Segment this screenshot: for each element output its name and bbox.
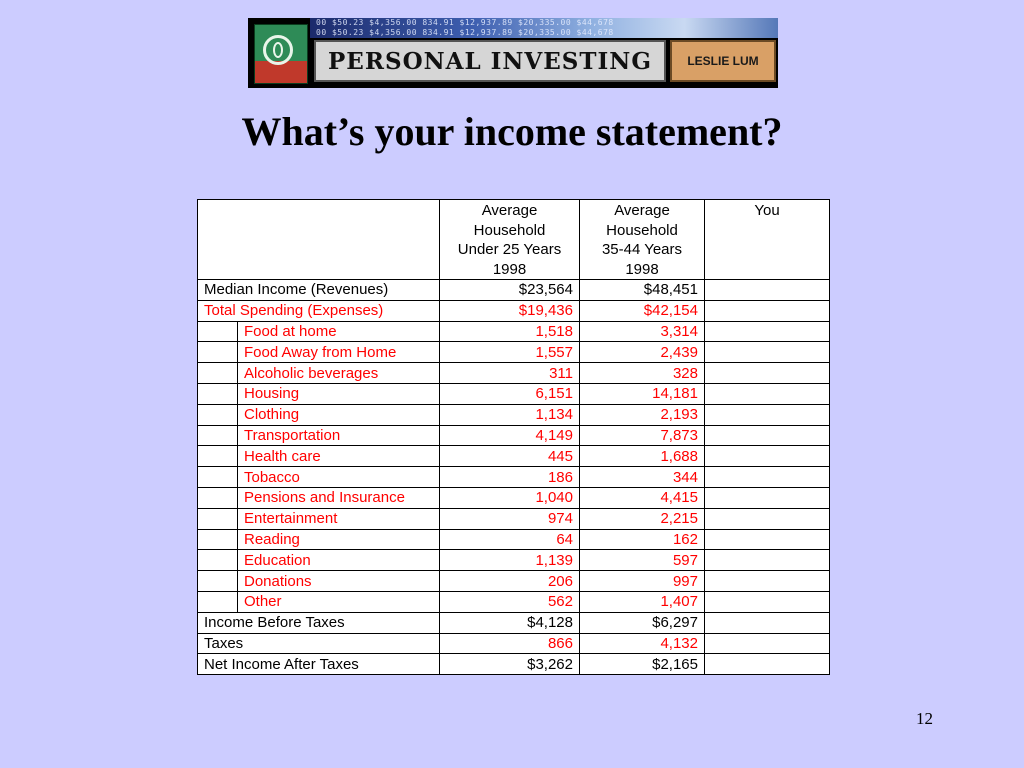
value-35-44: 344 (580, 467, 705, 488)
value-35-44: $2,165 (580, 654, 705, 675)
indent-cell (198, 363, 238, 384)
table-header-row (198, 200, 830, 280)
row-label: Total Spending (Expenses) (198, 300, 440, 321)
indent-cell (198, 508, 238, 529)
value-under-25: 562 (440, 591, 580, 612)
value-you (705, 321, 830, 342)
row-label: Net Income After Taxes (198, 654, 440, 675)
row-label: Transportation (238, 425, 440, 446)
value-35-44: 4,415 (580, 487, 705, 508)
table-row (198, 571, 830, 592)
table-row (198, 487, 830, 508)
value-35-44: 7,873 (580, 425, 705, 446)
ticker-line: 00 $50.23 $4,356.00 834.91 $12,937.89 $20,335.00 $44,678 (316, 28, 614, 37)
banner-author-name: LESLIE LUM (670, 40, 776, 82)
table-row (198, 342, 830, 363)
row-label: Housing (238, 383, 440, 404)
value-you (705, 487, 830, 508)
value-under-25: 311 (440, 363, 580, 384)
table-row (198, 654, 830, 675)
value-35-44: 2,193 (580, 404, 705, 425)
value-under-25: 6,151 (440, 383, 580, 404)
value-under-25: 1,134 (440, 404, 580, 425)
ticker-line: 00 $50.23 $4,356.00 834.91 $12,937.89 $20,335.00 $44,678 (316, 18, 614, 27)
table-row (198, 446, 830, 467)
row-label: Pensions and Insurance (238, 487, 440, 508)
value-under-25: 64 (440, 529, 580, 550)
value-you (705, 633, 830, 654)
row-label: Food Away from Home (238, 342, 440, 363)
row-label: Donations (238, 571, 440, 592)
value-you (705, 446, 830, 467)
row-label: Taxes (198, 633, 440, 654)
value-you (705, 404, 830, 425)
indent-cell (198, 404, 238, 425)
header-banner (248, 18, 778, 88)
row-label: Median Income (Revenues) (198, 280, 440, 301)
row-label: Clothing (238, 404, 440, 425)
value-under-25: 974 (440, 508, 580, 529)
indent-cell (198, 550, 238, 571)
value-under-25: $3,262 (440, 654, 580, 675)
value-35-44: $6,297 (580, 612, 705, 633)
value-under-25: 866 (440, 633, 580, 654)
value-35-44: 597 (580, 550, 705, 571)
table-row (198, 300, 830, 321)
value-35-44: 162 (580, 529, 705, 550)
value-under-25: 186 (440, 467, 580, 488)
indent-cell (198, 383, 238, 404)
banner-brand-title: PERSONAL INVESTING (314, 40, 666, 82)
value-under-25: 1,139 (440, 550, 580, 571)
row-label: Entertainment (238, 508, 440, 529)
value-you (705, 529, 830, 550)
table-row (198, 280, 830, 301)
value-35-44: 997 (580, 571, 705, 592)
value-you (705, 363, 830, 384)
value-35-44: 3,314 (580, 321, 705, 342)
value-under-25: $23,564 (440, 280, 580, 301)
table-row (198, 529, 830, 550)
value-you (705, 571, 830, 592)
value-under-25: 1,518 (440, 321, 580, 342)
value-you (705, 467, 830, 488)
value-35-44: 4,132 (580, 633, 705, 654)
row-label: Tobacco (238, 467, 440, 488)
table-row (198, 508, 830, 529)
indent-cell (198, 591, 238, 612)
table-row (198, 467, 830, 488)
value-under-25: 4,149 (440, 425, 580, 446)
page-title: What’s your income statement? (241, 109, 783, 154)
indent-cell (198, 467, 238, 488)
value-you (705, 342, 830, 363)
value-you (705, 300, 830, 321)
header-blank-cell (198, 200, 440, 280)
indent-cell (198, 487, 238, 508)
value-35-44: 328 (580, 363, 705, 384)
table-row (198, 633, 830, 654)
table-row (198, 591, 830, 612)
row-label: Health care (238, 446, 440, 467)
row-label: Food at home (238, 321, 440, 342)
row-label: Other (238, 591, 440, 612)
value-under-25: $4,128 (440, 612, 580, 633)
value-under-25: 445 (440, 446, 580, 467)
value-you (705, 383, 830, 404)
row-label: Alcoholic beverages (238, 363, 440, 384)
value-under-25: 1,040 (440, 487, 580, 508)
indent-cell (198, 342, 238, 363)
row-label: Education (238, 550, 440, 571)
header-35-44: Average Household 35-44 Years 1998 (580, 200, 705, 280)
value-you (705, 612, 830, 633)
table-row (198, 404, 830, 425)
indent-cell (198, 321, 238, 342)
value-35-44: 2,215 (580, 508, 705, 529)
header-you: You (705, 200, 830, 280)
value-35-44: 1,688 (580, 446, 705, 467)
value-under-25: 206 (440, 571, 580, 592)
income-statement-table (197, 199, 830, 675)
indent-cell (198, 446, 238, 467)
value-35-44: $48,451 (580, 280, 705, 301)
brand-logo-icon (254, 24, 308, 84)
table-row (198, 612, 830, 633)
value-35-44: 1,407 (580, 591, 705, 612)
value-you (705, 280, 830, 301)
table-row (198, 383, 830, 404)
page-number: 12 (916, 709, 933, 728)
indent-cell (198, 571, 238, 592)
indent-cell (198, 425, 238, 446)
row-label: Reading (238, 529, 440, 550)
table-row (198, 550, 830, 571)
value-under-25: $19,436 (440, 300, 580, 321)
stock-ticker-strip (310, 18, 778, 38)
table-row (198, 425, 830, 446)
value-35-44: 2,439 (580, 342, 705, 363)
value-you (705, 550, 830, 571)
value-you (705, 654, 830, 675)
value-you (705, 425, 830, 446)
table-row (198, 321, 830, 342)
value-under-25: 1,557 (440, 342, 580, 363)
indent-cell (198, 529, 238, 550)
row-label: Income Before Taxes (198, 612, 440, 633)
table-row (198, 363, 830, 384)
value-you (705, 508, 830, 529)
value-35-44: $42,154 (580, 300, 705, 321)
value-you (705, 591, 830, 612)
value-35-44: 14,181 (580, 383, 705, 404)
header-under-25: Average Household Under 25 Years 1998 (440, 200, 580, 280)
